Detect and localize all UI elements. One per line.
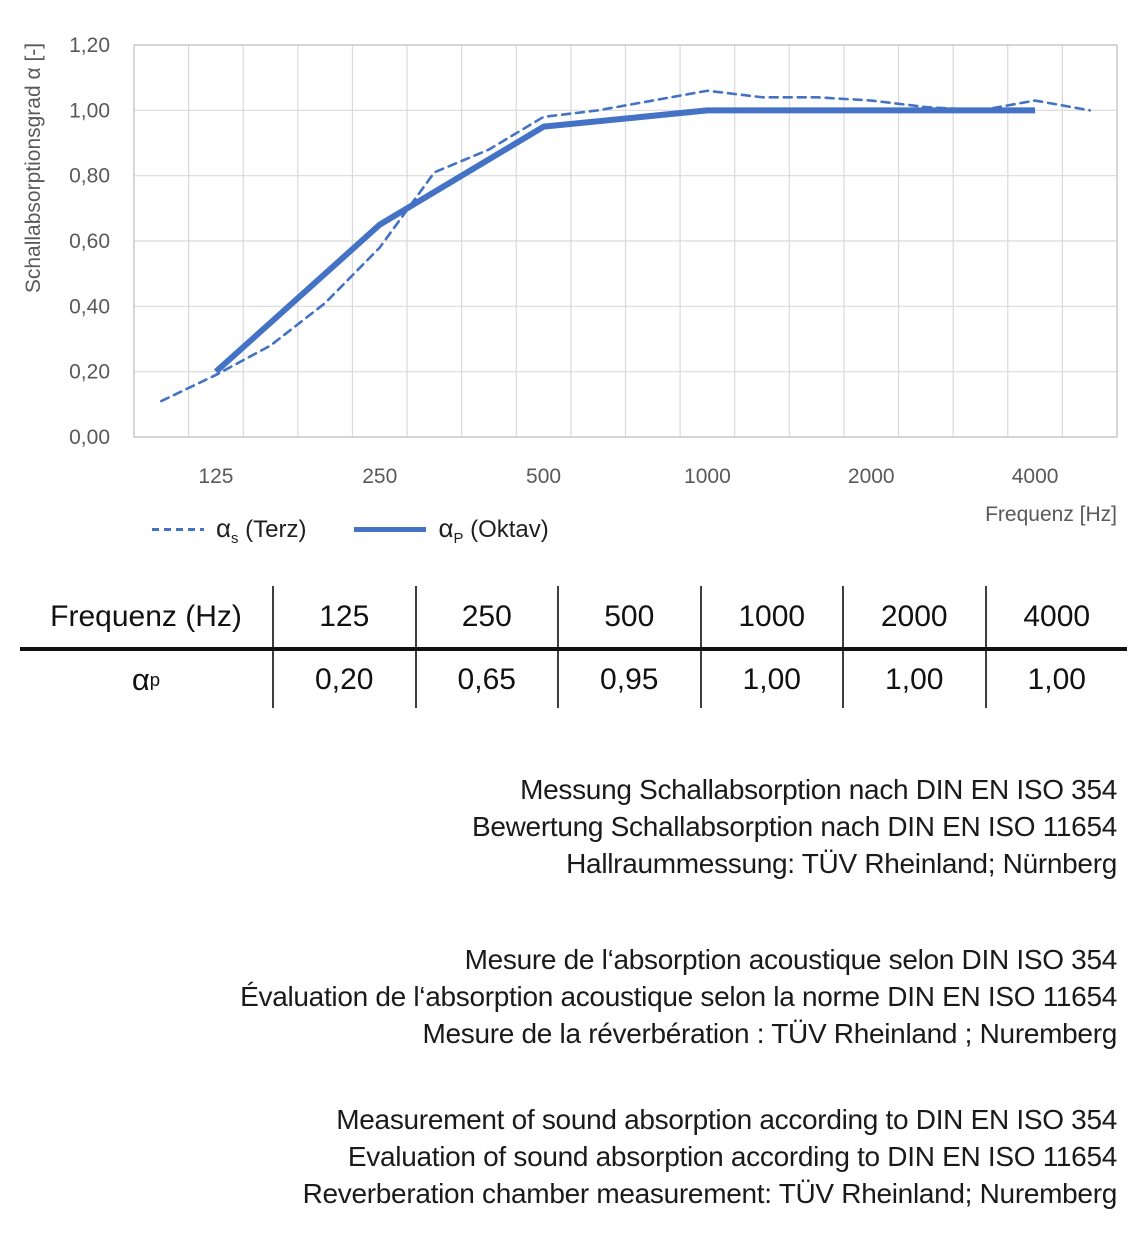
alpha-subscript: s bbox=[231, 530, 239, 547]
solid-line-swatch bbox=[354, 527, 426, 532]
x-tick-label: 500 bbox=[526, 465, 562, 488]
value-cell: 1,00 bbox=[985, 651, 1128, 708]
legend-item-terz bbox=[152, 513, 306, 547]
note-line: Measurement of sound absorption according to DIN EN ISO 354 bbox=[336, 1104, 1117, 1135]
y-tick-label: 1,20 bbox=[69, 34, 110, 57]
y-tick-label: 0,80 bbox=[69, 164, 110, 188]
table-header-row bbox=[20, 586, 1127, 647]
note-line: Bewertung Schallabsorption nach DIN EN ISO 11654 bbox=[471, 811, 1117, 842]
y-tick-label: 1,00 bbox=[69, 99, 110, 123]
note-line: Messung Schallabsorption nach DIN EN ISO 354 bbox=[520, 774, 1117, 805]
value-cell: 0,95 bbox=[557, 651, 700, 708]
absorption-coefficient-table bbox=[20, 586, 1127, 708]
freq-cell: 1000 bbox=[700, 586, 843, 647]
chart-legend bbox=[152, 513, 549, 547]
freq-cell: 500 bbox=[557, 586, 700, 647]
note-line: Mesure de l‘absorption acoustique selon DIN ISO 354 bbox=[464, 944, 1117, 975]
note-line: Mesure de la réverbération : TÜV Rheinland ; Nuremberg bbox=[422, 1018, 1117, 1049]
measurement-notes-english bbox=[20, 1101, 1117, 1212]
value-cell: 1,00 bbox=[842, 651, 985, 708]
x-tick-label: 125 bbox=[198, 465, 234, 488]
value-cell: 0,20 bbox=[272, 651, 415, 708]
alpha-subscript: P bbox=[453, 530, 464, 547]
x-axis-title: Frequenz [Hz] bbox=[985, 503, 1117, 526]
measurement-notes-french bbox=[20, 941, 1117, 1052]
legend-text: (Oktav) bbox=[463, 516, 549, 543]
sound-absorption-chart bbox=[0, 0, 1135, 560]
alpha-symbol: α bbox=[438, 513, 454, 543]
y-tick-label: 0,60 bbox=[69, 230, 110, 253]
freq-cell: 250 bbox=[415, 586, 558, 647]
freq-cell: 125 bbox=[272, 586, 415, 647]
legend-item-oktav bbox=[354, 513, 548, 547]
y-tick-label: 0,20 bbox=[69, 360, 110, 384]
note-line: Evaluation of sound absorption according to DIN EN ISO 11654 bbox=[347, 1141, 1117, 1172]
legend-label-terz bbox=[216, 513, 306, 547]
freq-cell: 4000 bbox=[985, 586, 1128, 647]
alpha-subscript: p bbox=[149, 668, 161, 690]
legend-label-oktav bbox=[438, 513, 548, 547]
alpha-symbol: α bbox=[216, 513, 232, 543]
note-line: Reverberation chamber measurement: TÜV Rheinland; Nuremberg bbox=[302, 1178, 1117, 1209]
freq-cell: 2000 bbox=[842, 586, 985, 647]
value-cell: 1,00 bbox=[700, 651, 843, 708]
row-label-alpha-p bbox=[20, 651, 272, 708]
alpha-symbol: α bbox=[131, 661, 150, 697]
x-tick-label: 1000 bbox=[684, 465, 731, 488]
note-line: Hallraummessung: TÜV Rheinland; Nürnberg bbox=[566, 848, 1117, 879]
legend-text: (Terz) bbox=[238, 516, 307, 543]
dashed-line-swatch bbox=[152, 528, 204, 531]
value-cell: 0,65 bbox=[415, 651, 558, 708]
x-tick-label: 2000 bbox=[847, 465, 895, 488]
note-line: Évaluation de l‘absorption acoustique selon la norme DIN EN ISO 11654 bbox=[240, 981, 1117, 1012]
table-value-row bbox=[20, 651, 1127, 708]
y-axis-title: Schallabsorptionsgrad α [-] bbox=[22, 42, 45, 294]
chart-plot-area bbox=[0, 0, 1135, 500]
measurement-notes-german bbox=[20, 771, 1117, 882]
table-header-label: Frequenz (Hz) bbox=[50, 599, 242, 633]
y-tick-label: 0,40 bbox=[69, 295, 110, 319]
x-tick-label: 250 bbox=[362, 465, 398, 488]
x-tick-label: 4000 bbox=[1011, 465, 1059, 488]
y-tick-label: 0,00 bbox=[69, 426, 110, 449]
